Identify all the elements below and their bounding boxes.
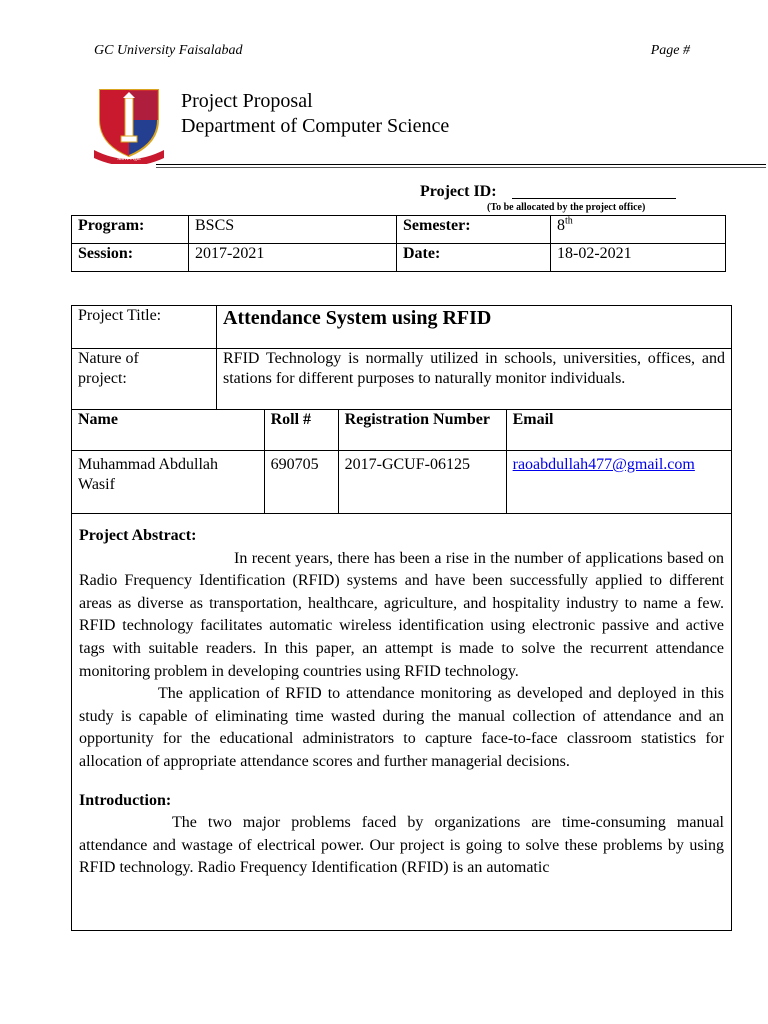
program-value: BSCS — [189, 216, 397, 244]
abstract-heading: Project Abstract: — [79, 527, 197, 544]
semester-value: 8 — [557, 217, 565, 234]
abstract-paragraph-2: The application of RFID to attendance monitoring as developed and deployed in this study is capable of eliminating time wasted during the manual collection of attendance and an opportunity for the educational administrators to capture face-to-face classroom statistics for allocation of appropriate attendance scores and further managerial decisions. — [79, 685, 724, 770]
student-name: Muhammad Abdullah Wasif — [72, 451, 265, 514]
project-id-note: (To be allocated by the project office) — [487, 202, 646, 213]
nature-label-cell — [72, 349, 217, 410]
project-id-label: Project ID: — [420, 183, 497, 200]
session-value: 2017-2021 — [189, 244, 397, 272]
university-name: GC University Faisalabad — [94, 43, 243, 58]
introduction-heading: Introduction: — [79, 791, 172, 809]
header-rule-secondary — [156, 167, 766, 168]
student-email-cell — [506, 451, 731, 514]
program-info-table — [71, 215, 726, 272]
introduction-paragraph-1: The two major problems faced by organizations are time-consuming manual attendance and wastage of electrical power. Our project is going to solve these problems by using RFID technology. Radio Frequency Identification (RFID) is an automatic — [79, 814, 724, 877]
column-registration: Registration Number — [338, 410, 506, 451]
page-number-label: Page # — [650, 43, 690, 58]
abstract-box — [71, 508, 732, 931]
project-details-table — [71, 305, 732, 514]
document-titles — [181, 89, 449, 139]
project-title-value: Attendance System using RFID — [217, 306, 732, 349]
table-row — [72, 306, 732, 349]
table-row — [72, 451, 732, 514]
abstract-paragraph-1: In recent years, there has been a rise in the number of applications based on Radio Frequency Identification (RFID) systems and have been successfully applied to different areas as diverse as transportation, healthcare, agriculture, and hospitality industry to name a few. RFID technology facilitates automatic wireless identification using electronic passive and active tags with suitable readers. In this paper, an attempt is made to solve the recurrent attendance monitoring problem in developing countries using RFID technology. — [79, 549, 724, 680]
student-registration: 2017-GCUF-06125 — [338, 451, 506, 514]
date-label: Date: — [397, 244, 551, 272]
semester-cell — [551, 216, 726, 244]
date-value: 18-02-2021 — [551, 244, 726, 272]
department-title: Department of Computer Science — [181, 115, 450, 137]
table-row — [72, 410, 732, 451]
column-roll: Roll # — [264, 410, 338, 451]
table-row — [72, 349, 732, 410]
program-label: Program: — [72, 216, 189, 244]
nature-label-line2: project: — [78, 370, 127, 387]
column-name: Name — [72, 410, 265, 451]
semester-label: Semester: — [397, 216, 551, 244]
nature-value: RFID Technology is normally utilized in schools, universities, offices, and stations for different purposes to naturally monitor individuals. — [217, 349, 732, 410]
project-id-blank — [512, 198, 676, 199]
document-title: Project Proposal — [181, 90, 313, 112]
semester-suffix: th — [565, 215, 573, 227]
table-row — [72, 216, 726, 244]
student-roll: 690705 — [264, 451, 338, 514]
student-email-link[interactable]: raoabdullah477@gmail.com — [512, 456, 695, 473]
nature-label-line1: Nature of — [78, 350, 139, 367]
column-email: Email — [506, 410, 731, 451]
university-logo — [92, 86, 166, 164]
session-label: Session: — [72, 244, 189, 272]
header-rule — [156, 164, 766, 165]
project-title-label: Project Title: — [72, 306, 217, 349]
svg-text:Move Fight: Move Fight — [117, 157, 141, 162]
table-row — [72, 244, 726, 272]
